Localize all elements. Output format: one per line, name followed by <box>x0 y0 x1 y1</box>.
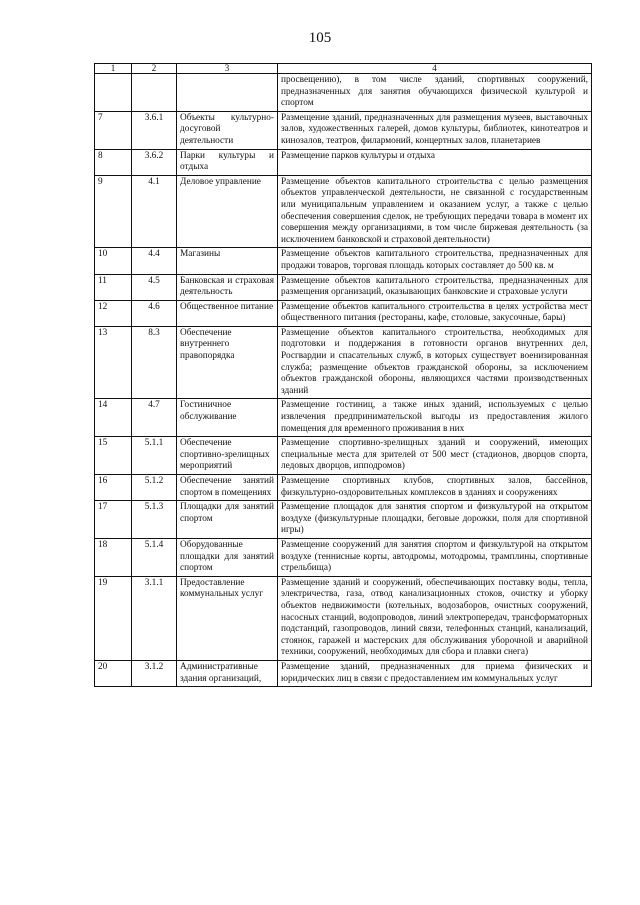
row-description: Размещение зданий, предназначенных для размещения музеев, выставочных залов, художественных галерей, домов культуры, библиотек, кинотеатров и кинозалов, театров, филармоний, концертных залов, планетариев <box>278 111 592 149</box>
row-code: 5.1.1 <box>132 437 177 475</box>
row-description: просвещению), в том числе зданий, спортивных сооружений, предназначенных для занятия обучающихся физической культурой и спортом <box>278 74 592 112</box>
header-col-3: 3 <box>177 64 278 74</box>
row-number: 11 <box>95 274 132 300</box>
table-row <box>95 248 592 274</box>
row-code <box>132 74 177 112</box>
table-header-row <box>95 64 592 74</box>
row-code: 3.1.2 <box>132 660 177 686</box>
row-number: 14 <box>95 399 132 437</box>
row-name: Оборудованные площадки для занятий спортом <box>177 538 278 576</box>
row-code: 5.1.2 <box>132 475 177 501</box>
row-description: Размещение зданий и сооружений, обеспечивающих поставку воды, тепла, электричества, газа, отвод канализационных стоков, очистку и уборку объектов недвижимости (котельных, водозаборов, очистных сооружений, насосных станций, водопроводов, линий электропередач, трансформаторных подстанций, газопроводов, линий связи, телефонных станций, канализаций, стоянок, гаражей и мастерских для обслуживания уборочной и аварийной техники, сооружений, необходимых для сбора и плавки снега) <box>278 576 592 660</box>
table-row <box>95 74 592 112</box>
row-description: Размещение сооружений для занятия спортом и физкультурой на открытом воздухе (теннисные корты, автодромы, мотодромы, трамплины, спортивные стрельбища) <box>278 538 592 576</box>
table-row <box>95 437 592 475</box>
row-code: 4.4 <box>132 248 177 274</box>
row-description: Размещение спортивных клубов, спортивных залов, бассейнов, физкультурно-оздоровительных комплексов в зданиях и сооружениях <box>278 475 592 501</box>
row-number: 20 <box>95 660 132 686</box>
header-col-1: 1 <box>95 64 132 74</box>
table-row <box>95 111 592 149</box>
row-number: 13 <box>95 326 132 399</box>
row-code: 3.6.2 <box>132 149 177 175</box>
row-name: Предоставление коммунальных услуг <box>177 576 278 660</box>
row-code: 4.7 <box>132 399 177 437</box>
row-name: Обеспечение внутреннего правопорядка <box>177 326 278 399</box>
row-description: Размещение парков культуры и отдыха <box>278 149 592 175</box>
row-name: Магазины <box>177 248 278 274</box>
header-col-2: 2 <box>132 64 177 74</box>
row-code: 5.1.3 <box>132 501 177 539</box>
row-number: 9 <box>95 175 132 248</box>
row-description: Размещение объектов капитального строительства с целью размещения объектов управленческой деятельности, не связанной с государственным или муниципальным управлением и оказанием услуг, а также с целью обеспечения совершения сделок, не требующих передачи товара в момент их совершения между организациями, в том числе биржевая деятельность (за исключением банковской и страховой деятельности) <box>278 175 592 248</box>
row-code: 8.3 <box>132 326 177 399</box>
land-use-table <box>94 63 592 687</box>
row-number: 8 <box>95 149 132 175</box>
row-description: Размещение объектов капитального строительства, необходимых для подготовки и поддержания в готовности органов внутренних дел, Росгвардии и спасательных служб, в которых существует военизированная служба; размещение объектов гражданской обороны, за исключением объектов гражданской обороны, являющихся частями производственных зданий <box>278 326 592 399</box>
row-number: 12 <box>95 300 132 326</box>
table-row <box>95 538 592 576</box>
row-number: 18 <box>95 538 132 576</box>
table-row <box>95 175 592 248</box>
row-description: Размещение спортивно-зрелищных зданий и сооружений, имеющих специальные места для зрителей от 500 мест (стадионов, дворцов спорта, ледовых дворцов, ипподромов) <box>278 437 592 475</box>
row-name: Общественное питание <box>177 300 278 326</box>
row-number: 7 <box>95 111 132 149</box>
row-description: Размещение зданий, предназначенных для приема физических и юридических лиц в связи с предоставлением им коммунальных услуг <box>278 660 592 686</box>
row-description: Размещение объектов капитального строительства, предназначенных для продажи товаров, торговая площадь которых составляет до 500 кв. м <box>278 248 592 274</box>
row-code: 4.1 <box>132 175 177 248</box>
table-row <box>95 501 592 539</box>
row-name <box>177 74 278 112</box>
row-number: 19 <box>95 576 132 660</box>
page-number: 105 <box>308 30 332 46</box>
row-name: Обеспечение спортивно-зрелищных мероприятий <box>177 437 278 475</box>
row-code: 4.5 <box>132 274 177 300</box>
row-number: 16 <box>95 475 132 501</box>
row-number: 10 <box>95 248 132 274</box>
table-row <box>95 475 592 501</box>
row-code: 5.1.4 <box>132 538 177 576</box>
header-col-4: 4 <box>278 64 592 74</box>
row-name: Объекты культурно-досуговой деятельности <box>177 111 278 149</box>
table-row <box>95 399 592 437</box>
row-name: Административные здания организаций, <box>177 660 278 686</box>
table-row <box>95 149 592 175</box>
row-name: Гостиничное обслуживание <box>177 399 278 437</box>
row-name: Парки культуры и отдыха <box>177 149 278 175</box>
row-name: Деловое управление <box>177 175 278 248</box>
row-name: Обеспечение занятий спортом в помещениях <box>177 475 278 501</box>
row-number <box>95 74 132 112</box>
row-code: 3.1.1 <box>132 576 177 660</box>
row-description: Размещение объектов капитального строительства в целях устройства мест общественного питания (рестораны, кафе, столовые, закусочные, бары) <box>278 300 592 326</box>
row-name: Площадки для занятий спортом <box>177 501 278 539</box>
table-row <box>95 660 592 686</box>
row-code: 3.6.1 <box>132 111 177 149</box>
table-row <box>95 576 592 660</box>
row-description: Размещение объектов капитального строительства, предназначенных для размещения организаций, оказывающих банковские и страховые услуги <box>278 274 592 300</box>
table-row <box>95 326 592 399</box>
table-row <box>95 274 592 300</box>
row-description: Размещение площадок для занятия спортом и физкультурой на открытом воздухе (физкультурные площадки, беговые дорожки, поля для спортивной игры) <box>278 501 592 539</box>
table-row <box>95 300 592 326</box>
row-name: Банковская и страховая деятельность <box>177 274 278 300</box>
row-number: 17 <box>95 501 132 539</box>
row-number: 15 <box>95 437 132 475</box>
row-description: Размещение гостиниц, а также иных зданий, используемых с целью извлечения предпринимательской выгоды из предоставления жилого помещения для временного проживания в них <box>278 399 592 437</box>
row-code: 4.6 <box>132 300 177 326</box>
